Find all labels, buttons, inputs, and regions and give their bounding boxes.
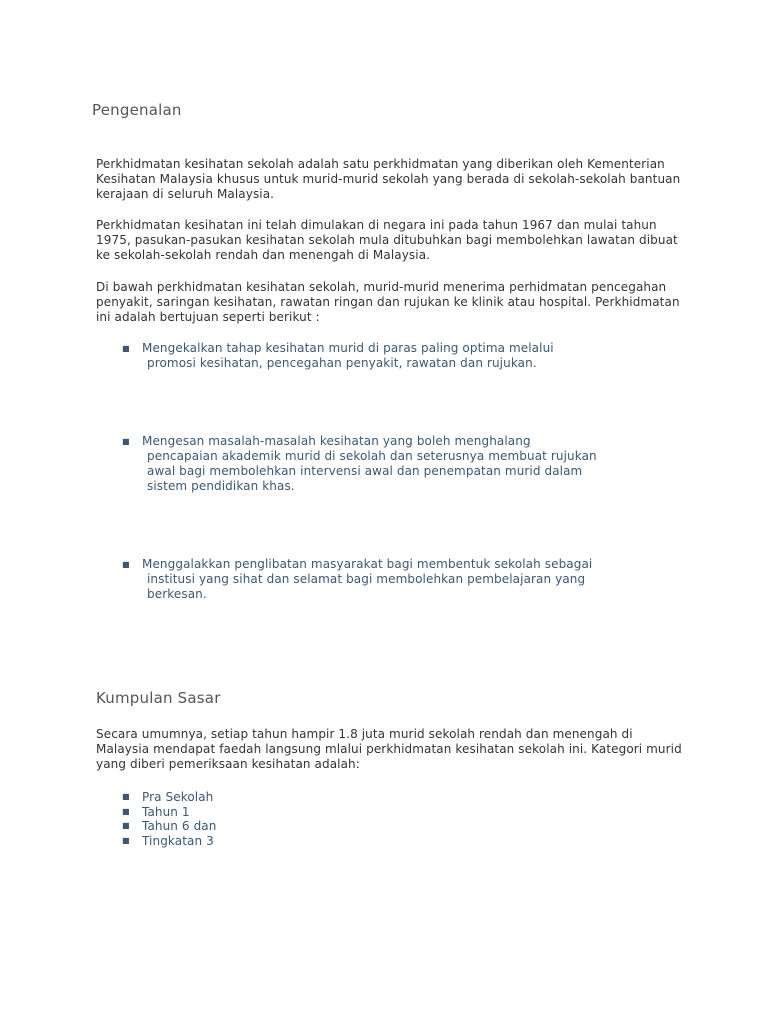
category-label: Tahun 6 dan — [142, 819, 217, 834]
category-item — [122, 790, 216, 805]
intro-paragraph-2: Perkhidmatan kesihatan ini telah dimulakan di negara ini pada tahun 1967 dan mulai tahun 1975, pasukan-pasukan kesihatan sekolah mula ditubuhkan bagi membolehkan lawatan dibuat ke sekolah-sekolah rendah dan menengah di Malaysia. — [96, 218, 678, 262]
category-label: Tingkatan 3 — [142, 834, 214, 849]
category-item — [122, 805, 216, 820]
square-bullet-icon: ■ — [122, 792, 130, 801]
square-bullet-icon: ■ — [122, 806, 130, 816]
objective-3-line-3: berkesan. — [147, 587, 207, 601]
square-bullet-icon: ■ — [122, 344, 130, 353]
target-group-paragraph: Secara umumnya, setiap tahun hampir 1.8 juta murid sekolah rendah dan menengah di Malaysia mendapat faedah langsung mlalui perkhidmatan kesihatan sekolah ini. Kategori murid yang diberi pemeriksaan kesihatan adalah: — [96, 727, 682, 771]
intro-paragraph-1: Perkhidmatan kesihatan sekolah adalah satu perkhidmatan yang diberikan oleh Kementerian Kesihatan Malaysia khusus untuk murid-murid sekolah yang berada di sekolah-sekolah bantuan kerajaan di seluruh Malaysia. — [96, 157, 681, 201]
objective-1-line-1: Mengekalkan tahap kesihatan murid di paras paling optima melalui — [142, 341, 554, 355]
category-label: Tahun 1 — [142, 804, 190, 819]
objective-item-1 — [122, 341, 642, 371]
category-label: Pra Sekolah — [142, 790, 214, 804]
heading-pengenalan: Pengenalan — [92, 101, 182, 119]
intro-paragraph-3: Di bawah perkhidmatan kesihatan sekolah, murid-murid menerima perhidmatan pencegahan penyakit, saringan kesihatan, rawatan ringan dan rujukan ke klinik atau hospital. Perkhidmatan ini adalah bertujuan seperti berikut : — [96, 280, 680, 324]
category-item — [122, 819, 216, 834]
square-bullet-icon: ■ — [122, 437, 130, 446]
category-list — [122, 790, 216, 849]
objective-2-line-1: Mengesan masalah-masalah kesihatan yang boleh menghalang — [142, 434, 531, 448]
objective-3-line-2: institusi yang sihat dan selamat bagi membolehkan pembelajaran yang — [147, 572, 586, 586]
objective-2-line-3: awal bagi membolehkan intervensi awal dan penempatan murid dalam — [147, 464, 583, 478]
objective-item-3 — [122, 557, 642, 602]
heading-kumpulan-sasar: Kumpulan Sasar — [96, 689, 221, 707]
category-item — [122, 834, 216, 849]
square-bullet-icon: ■ — [122, 836, 130, 846]
objective-2-line-2: pencapaian akademik murid di sekolah dan seterusnya membuat rujukan — [147, 449, 597, 463]
objective-item-2 — [122, 434, 642, 494]
objective-1-line-2: promosi kesihatan, pencegahan penyakit, rawatan dan rujukan. — [147, 356, 537, 370]
objective-3-line-1: Menggalakkan penglibatan masyarakat bagi membentuk sekolah sebagai — [142, 557, 593, 571]
square-bullet-icon: ■ — [122, 560, 130, 569]
objective-2-line-4: sistem pendidikan khas. — [147, 479, 295, 493]
square-bullet-icon: ■ — [122, 821, 130, 831]
